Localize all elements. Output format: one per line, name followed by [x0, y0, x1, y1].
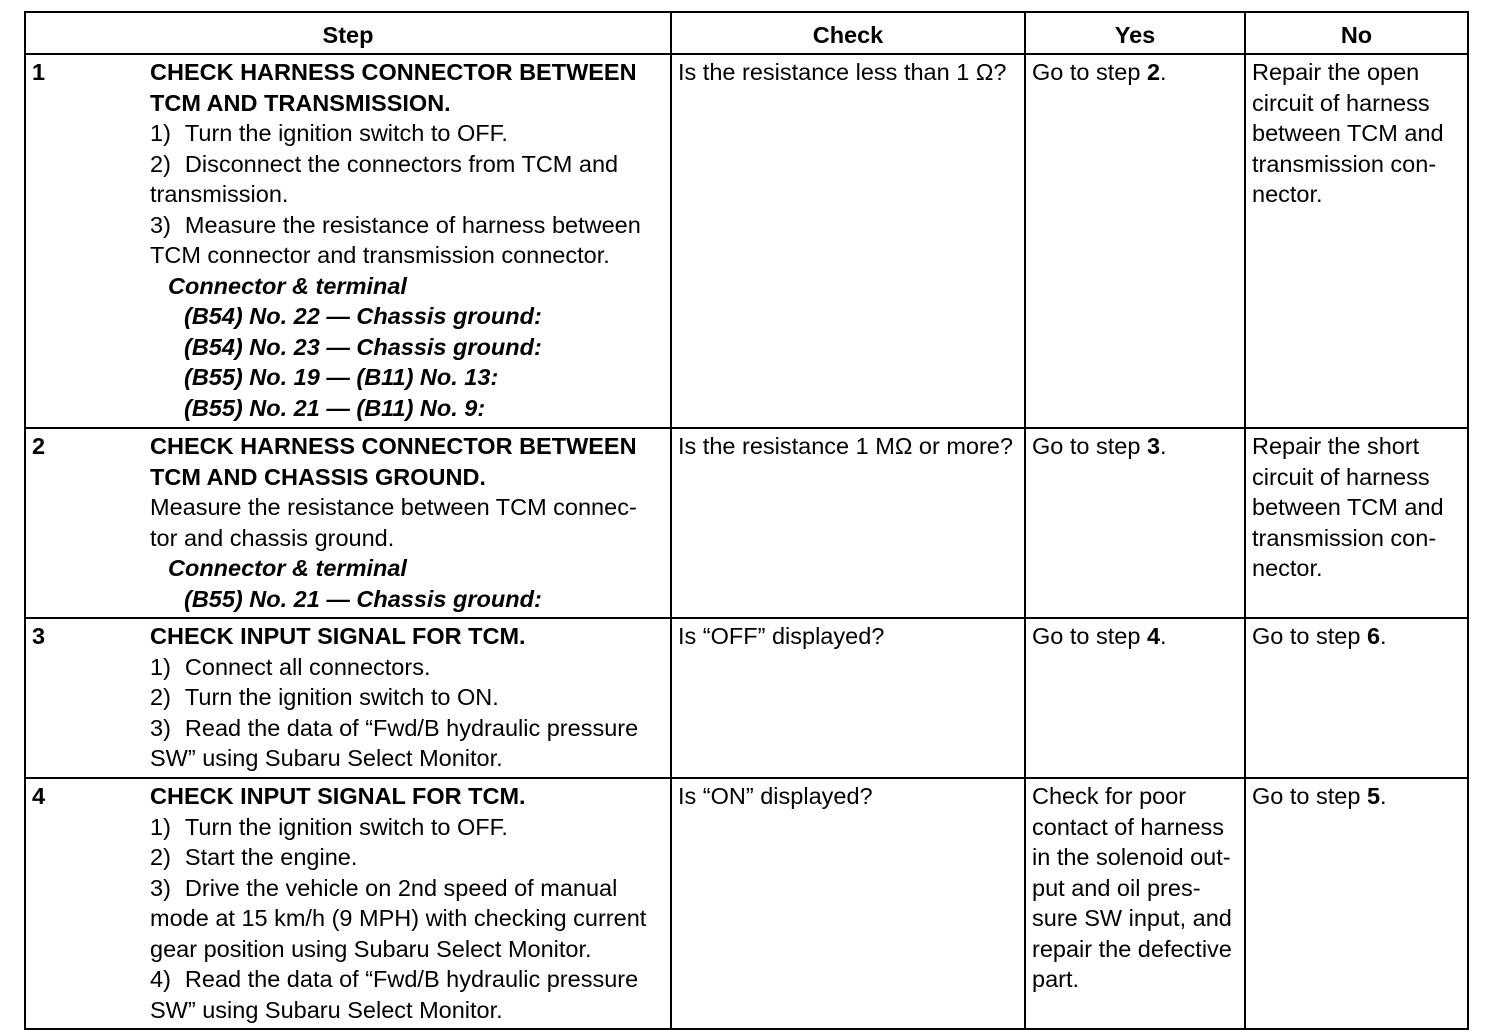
step-text-line: tor and chassis ground. [150, 524, 395, 551]
step-number: 4 [32, 783, 46, 809]
terminal-spec: (B54) No. 23 — Chassis ground: [184, 333, 542, 360]
step-instruction-cont: SW” using Subaru Select Monitor. [150, 745, 503, 771]
connector-label: Connector & terminal [168, 555, 407, 581]
step-instruction-cont: TCM connector and transmission connector. [150, 242, 610, 268]
terminal-spec: (B55) No. 21 — (B11) No. 9: [184, 394, 486, 421]
step-instruction: 4) Read the data of “Fwd/B hydraulic pressure [150, 966, 639, 992]
step-number: 3 [32, 623, 46, 649]
terminal-spec: (B55) No. 19 — (B11) No. 13: [184, 364, 499, 390]
table-row [25, 54, 1468, 428]
check-cell: Is the resistance 1 MΩ or more? [671, 428, 1025, 618]
step-instruction: 2) Start the engine. [150, 844, 358, 870]
table-row [25, 618, 1468, 778]
step-cell [25, 428, 671, 618]
step-number: 1 [32, 59, 46, 85]
step-title-line: CHECK HARNESS CONNECTOR BETWEEN [150, 59, 637, 85]
diagnostic-table [24, 11, 1469, 1030]
step-instruction: 2) Turn the ignition switch to ON. [150, 684, 499, 710]
step-title-line: TCM AND CHASSIS GROUND. [150, 463, 486, 490]
step-text-line: Measure the resistance between TCM connec- [150, 494, 637, 520]
header-check: Check [671, 12, 1025, 54]
header-yes: Yes [1025, 12, 1245, 54]
step-number: 2 [32, 433, 46, 459]
check-cell: Is “ON” displayed? [671, 778, 1025, 1029]
yes-cell: Check for poor contact of harness in the solenoid out-put and oil pres-sure SW input, and repair the defective part. [1025, 778, 1245, 1029]
step-title-line: CHECK HARNESS CONNECTOR BETWEEN [150, 433, 637, 459]
step-instruction: 1) Connect all connectors. [150, 653, 431, 680]
step-instruction: 2) Disconnect the connectors from TCM and [150, 150, 619, 177]
step-instruction: 1) Turn the ignition switch to OFF. [150, 120, 508, 146]
step-instruction: 3) Drive the vehicle on 2nd speed of manual [150, 874, 618, 901]
no-cell: Repair the open circuit of harness between TCM and transmission con-nector. [1245, 54, 1468, 428]
step-instruction-cont: transmission. [150, 181, 289, 207]
step-title-line: CHECK INPUT SIGNAL FOR TCM. [150, 623, 526, 649]
step-instruction-cont: mode at 15 km/h (9 MPH) with checking current [150, 905, 647, 931]
step-cell [25, 54, 671, 428]
yes-cell: Go to step 2. [1025, 54, 1245, 428]
check-cell: Is the resistance less than 1 Ω? [671, 54, 1025, 428]
header-row [25, 12, 1468, 54]
yes-cell: Go to step 4. [1025, 618, 1245, 778]
step-instruction: 3) Read the data of “Fwd/B hydraulic pressure [150, 714, 639, 741]
check-cell: Is “OFF” displayed? [671, 618, 1025, 778]
yes-cell: Go to step 3. [1025, 428, 1245, 618]
terminal-spec: (B55) No. 21 — Chassis ground: [184, 585, 542, 612]
step-title-line: TCM AND TRANSMISSION. [150, 89, 451, 116]
connector-label: Connector & terminal [168, 272, 407, 299]
step-cell [25, 778, 671, 1029]
step-title-line: CHECK INPUT SIGNAL FOR TCM. [150, 783, 526, 809]
no-cell: Go to step 6. [1245, 618, 1468, 778]
table-row [25, 778, 1468, 1029]
table-row [25, 428, 1468, 618]
terminal-spec: (B54) No. 22 — Chassis ground: [184, 303, 542, 329]
no-cell: Go to step 5. [1245, 778, 1468, 1029]
header-no: No [1245, 12, 1468, 54]
header-step: Step [25, 12, 671, 54]
no-cell: Repair the short circuit of harness between TCM and transmission con-nector. [1245, 428, 1468, 618]
step-instruction: 3) Measure the resistance of harness between [150, 211, 641, 238]
step-cell [25, 618, 671, 778]
step-instruction: 1) Turn the ignition switch to OFF. [150, 813, 508, 840]
step-instruction-cont: gear position using Subaru Select Monitor. [150, 935, 592, 962]
step-instruction-cont: SW” using Subaru Select Monitor. [150, 996, 503, 1023]
diagnostic-page [24, 11, 1467, 1024]
